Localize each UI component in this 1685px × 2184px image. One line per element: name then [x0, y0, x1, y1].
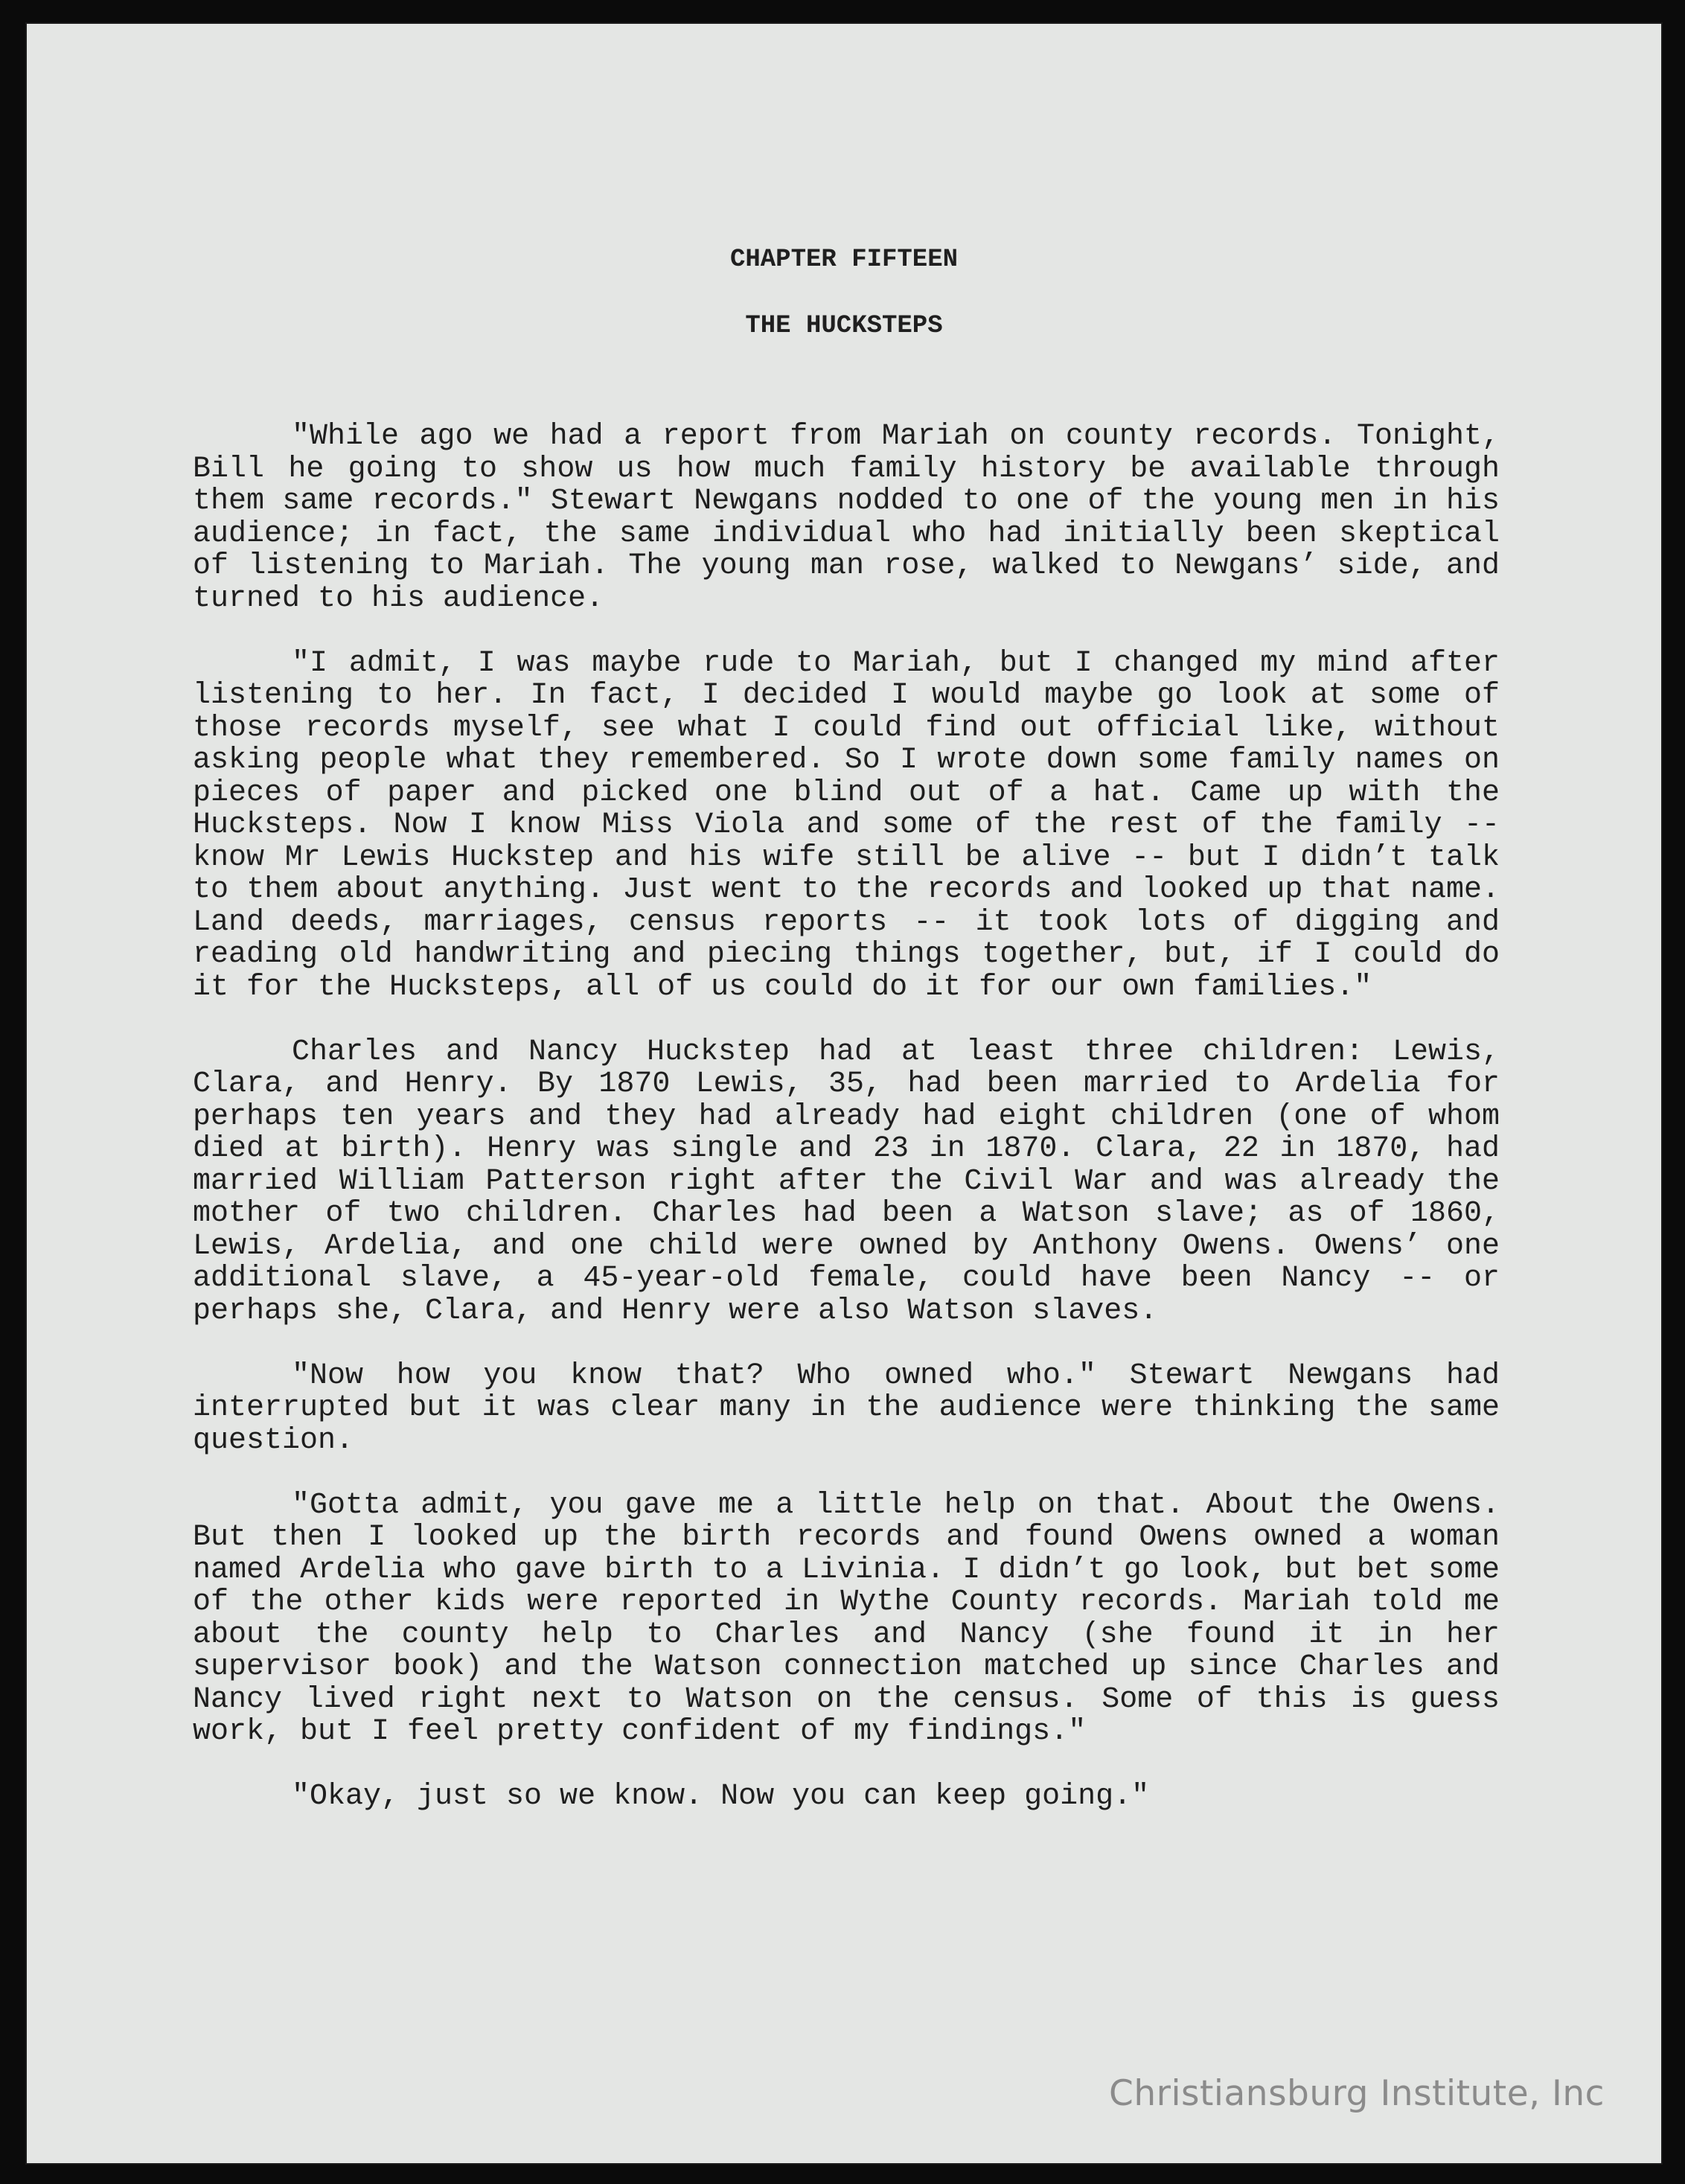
paragraph-6: "Okay, just so we know. Now you can keep going." [292, 1780, 1150, 1813]
document-page [25, 22, 1663, 2165]
paragraph-4: "Now how you know that? Who owned who." Stewart Newgans had interrupted but it was clear many in the audience were thinking the same question. [193, 1358, 1500, 1457]
document-body [193, 421, 1500, 1845]
paragraph-5: "Gotta admit, you gave me a little help on that. About the Owens. But then I looked up the birth records and found Owens owned a woman named Ardelia who gave birth to a Livinia. I didn’t go look, but bet some of the other kids were reported in Wythe County records. Mariah told me about the county help to Charles and Nancy (she found it in her supervisor book) and the Watson connection matched up since Charles and Nancy lived right next to Watson on the census. Some of this is guess work, but I feel pretty confident of my findings." [193, 1488, 1500, 1749]
paragraph-1: "While ago we had a report from Mariah on county records. Tonight, Bill he going to show us how much family history be available through them same records." Stewart Newgans nodded to one of the young men in his audience; in fact, the same individual who had initially been skeptical of listening to Mariah. The young man rose, walked to Newgans’ side, and turned to his audience. [193, 420, 1500, 616]
paragraph-2: "I admit, I was maybe rude to Mariah, but I changed my mind after listening to her. In fact, I decided I would maybe go look at some of those records myself, see what I could find out official like, without asking people what they remembered. So I wrote down some family names on pieces of paper and picked one blind out of a hat. Came up with the Hucksteps. Now I know Miss Viola and some of the rest of the family -- know Mr Lewis Huckstep and his wife still be alive -- but I didn’t talk to them about anything. Just went to the records and looked up that name. Land deeds, marriages, census reports -- it took lots of digging and reading old handwriting and piecing things together, but, if I could do it for the Hucksteps, all of us could do it for our own families." [193, 646, 1500, 1004]
chapter-title: CHAPTER FIFTEEN [729, 246, 959, 274]
paragraph-3: Charles and Nancy Huckstep had at least three children: Lewis, Clara, and Henry. By 1870 Lewis, 35, had been married to Ardelia for perhaps ten years and they had already had eight children (one of whom died at birth). Henry was single and 23 in 1870. Clara, 22 in 1870, had married William Patterson right after the Civil War and was already the mother of two children. Charles had been a Watson slave; as of 1860, Lewis, Ardelia, and one child were owned by Anthony Owens. Owens’ one additional slave, a 45-year-old female, could have been Nancy -- or perhaps she, Clara, and Henry were also Watson slaves. [193, 1035, 1500, 1328]
chapter-subtitle: THE HUCKSTEPS [745, 312, 943, 340]
watermark-text: Christiansburg Institute, Inc [1109, 2073, 1605, 2114]
